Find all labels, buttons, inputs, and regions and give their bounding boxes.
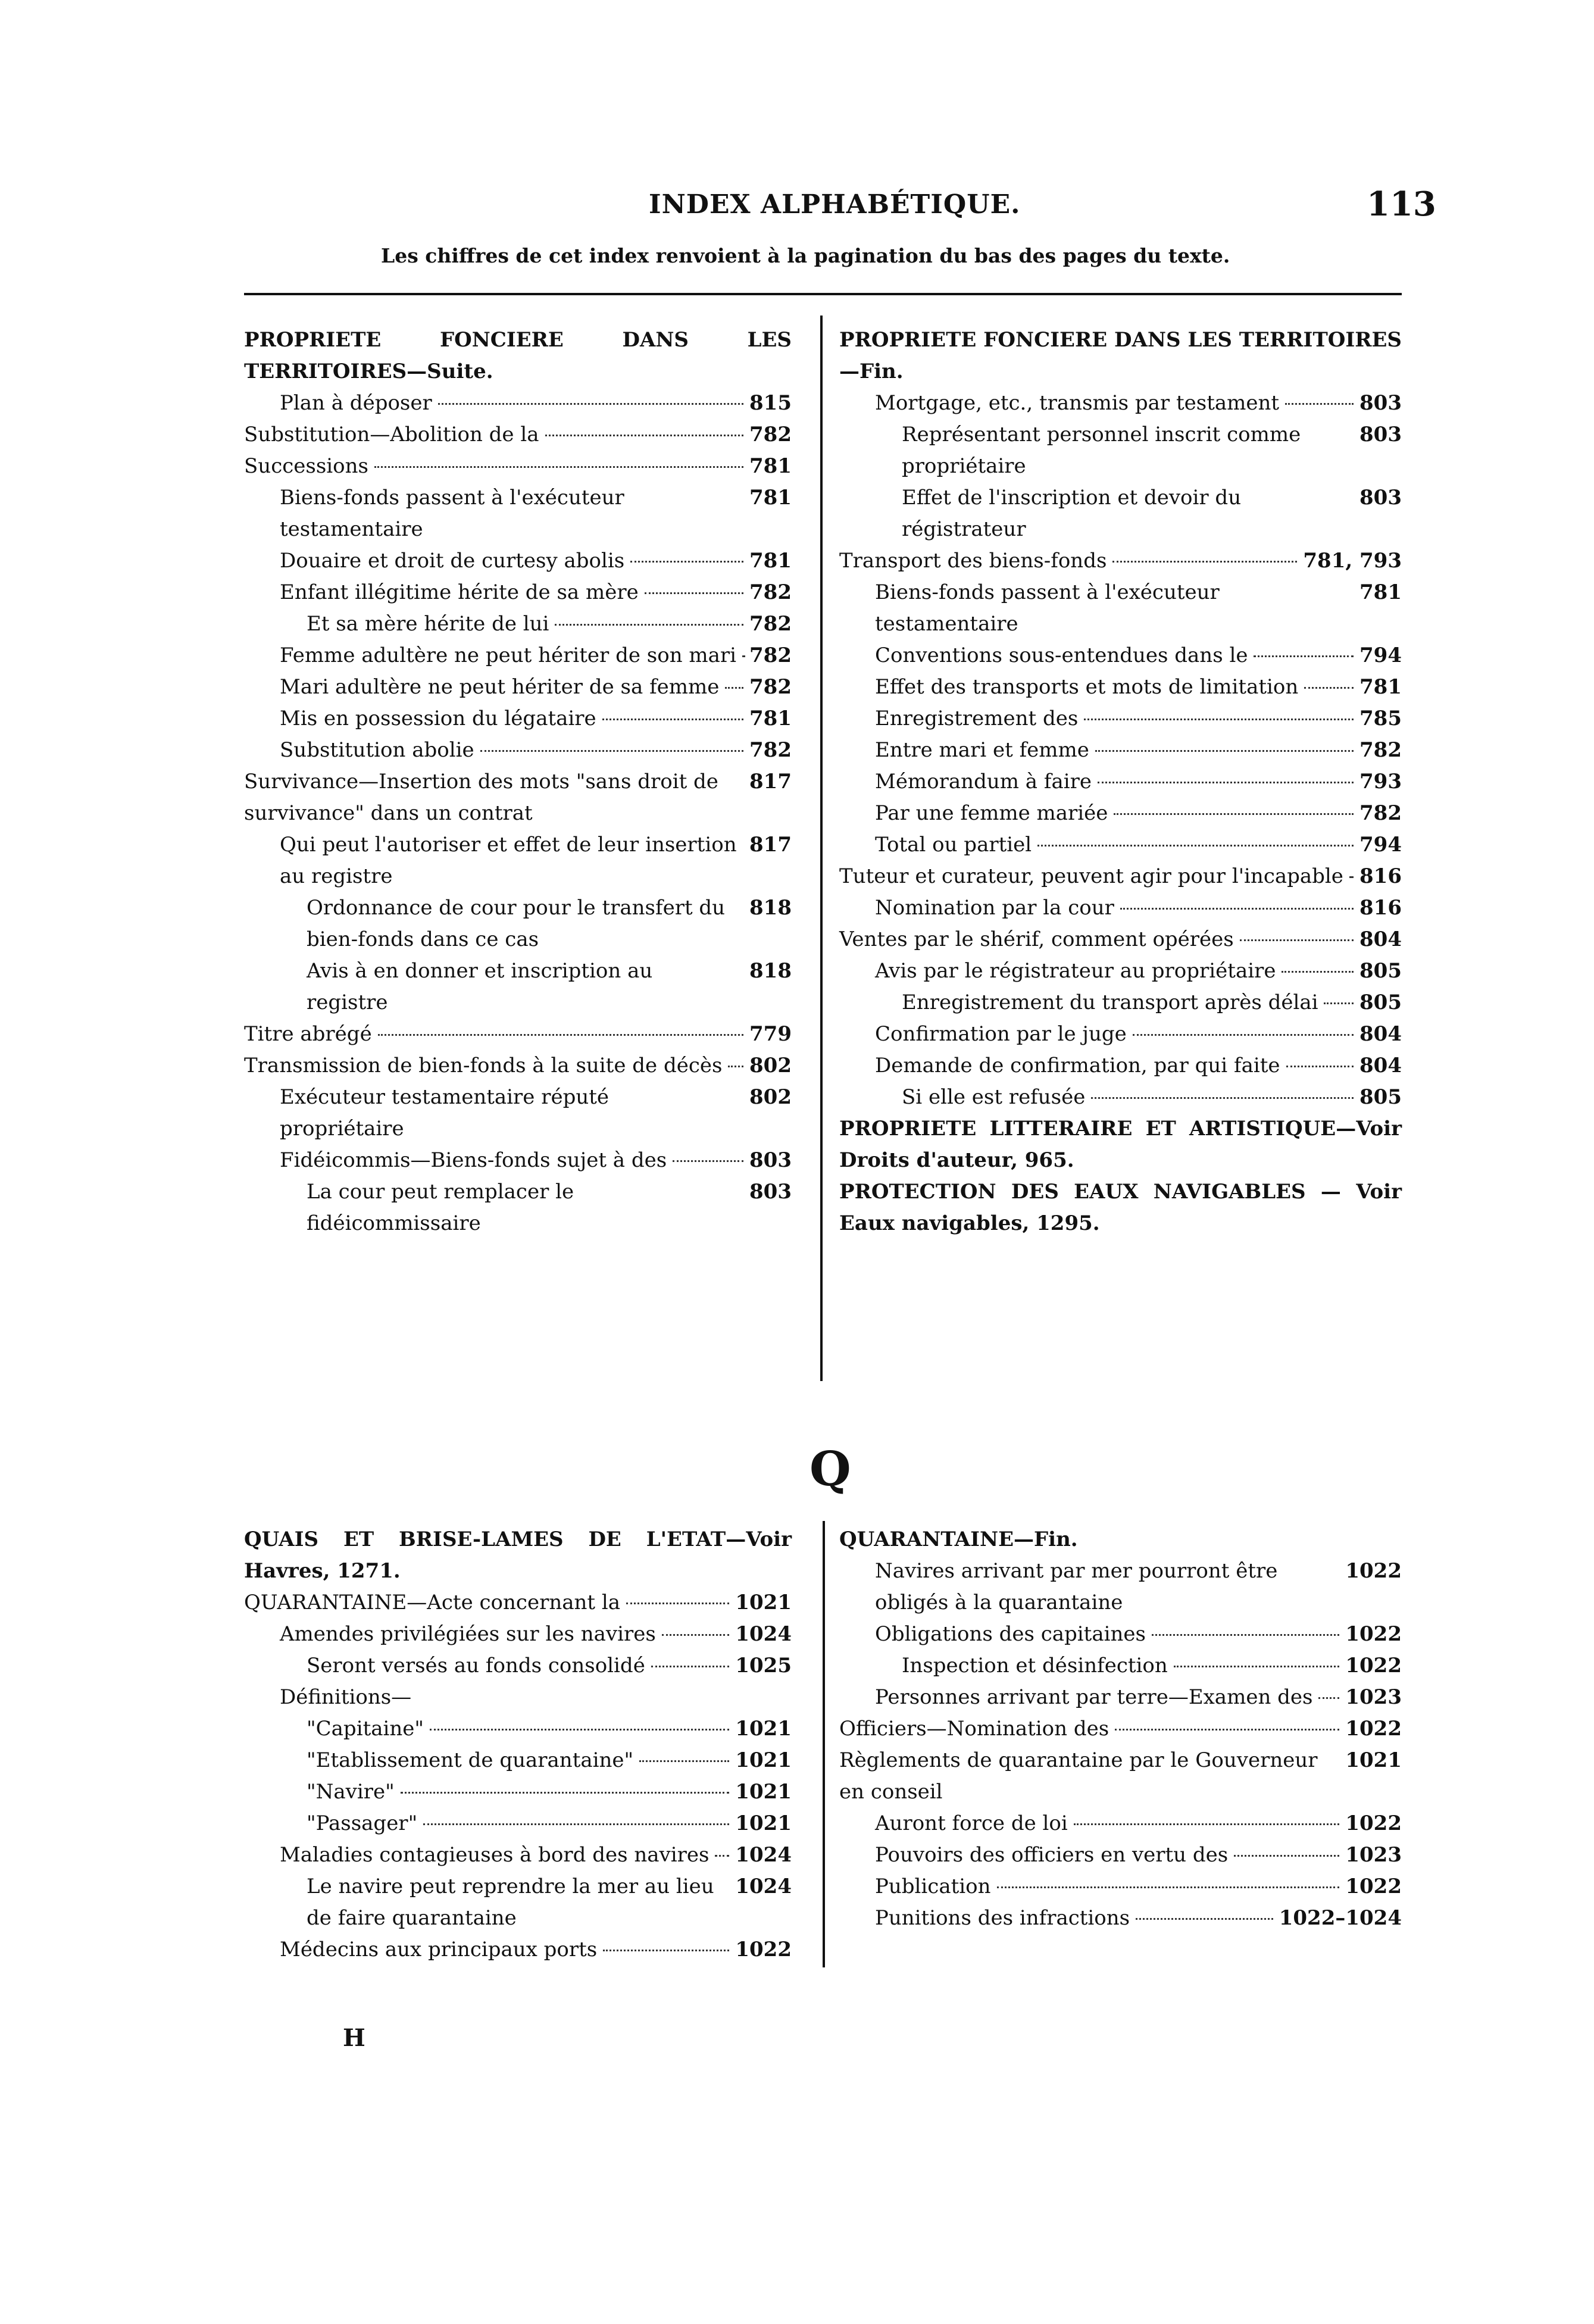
entry-page: 1024 bbox=[735, 1843, 792, 1867]
index-entry bbox=[839, 1745, 1402, 1808]
entry-text: Si elle est refusée bbox=[902, 1085, 1086, 1109]
entry-page: 1024 bbox=[735, 1875, 792, 1898]
index-entry bbox=[244, 640, 792, 671]
entry-page: 782 bbox=[1359, 738, 1402, 762]
entry-text: Qui peut l'autoriser et effet de leur insertion au registre bbox=[280, 833, 737, 888]
entry-text: Définitions— bbox=[280, 1685, 412, 1709]
entry-page: 1022 bbox=[1345, 1717, 1402, 1741]
entry-page: 1021 bbox=[735, 1780, 792, 1804]
index-entry bbox=[244, 1019, 792, 1050]
leader-dots bbox=[742, 655, 743, 657]
leader-dots bbox=[662, 1634, 730, 1636]
entry-page: 782 bbox=[749, 738, 792, 762]
index-entry bbox=[839, 766, 1402, 798]
index-entry bbox=[839, 1871, 1402, 1903]
index-entry bbox=[244, 545, 792, 577]
left-column-section-2 bbox=[244, 1524, 792, 1966]
index-entry bbox=[244, 1587, 792, 1619]
entry-page: 1022 bbox=[1345, 1875, 1402, 1898]
entry-page: 794 bbox=[1359, 644, 1402, 667]
leader-dots bbox=[1112, 561, 1297, 563]
entry-text: Exécuteur testamentaire réputé propriétaire bbox=[280, 1085, 610, 1141]
leader-dots bbox=[1091, 1097, 1354, 1099]
entry-text: Substitution abolie bbox=[280, 738, 474, 762]
index-entry bbox=[839, 577, 1402, 640]
entry-page: 782 bbox=[749, 580, 792, 604]
leader-dots bbox=[378, 1034, 743, 1036]
entry-text: Et sa mère hérite de lui bbox=[307, 612, 549, 636]
entry-text: Biens-fonds passent à l'exécuteur testamentaire bbox=[875, 580, 1220, 636]
leader-dots bbox=[715, 1855, 729, 1857]
entry-text: Tuteur et curateur, peuvent agir pour l'incapable bbox=[839, 864, 1343, 888]
left-column-section-1 bbox=[244, 324, 792, 1239]
index-entry bbox=[839, 829, 1402, 861]
entry-page: 804 bbox=[1359, 927, 1402, 951]
index-entry bbox=[244, 324, 792, 388]
entry-text: Mari adultère ne peut hériter de sa femme bbox=[280, 675, 720, 699]
index-entry bbox=[244, 671, 792, 703]
entry-text: Ventes par le shérif, comment opérées bbox=[839, 927, 1234, 951]
entry-page: 805 bbox=[1359, 1085, 1402, 1109]
entry-page: 805 bbox=[1359, 959, 1402, 983]
entry-page: 781 bbox=[1359, 580, 1402, 604]
entry-text: Titre abrégé bbox=[244, 1022, 372, 1046]
entry-page: 1021 bbox=[735, 1748, 792, 1772]
index-entry bbox=[839, 703, 1402, 735]
entry-text: "Navire" bbox=[307, 1780, 395, 1804]
index-entry bbox=[244, 1619, 792, 1650]
entry-text: Ordonnance de cour pour le transfert du bien-fonds dans ce cas bbox=[307, 896, 726, 951]
leader-dots bbox=[1152, 1634, 1339, 1636]
entry-page: 793 bbox=[1359, 770, 1402, 794]
entry-page: 782 bbox=[749, 612, 792, 636]
leader-dots bbox=[645, 592, 743, 594]
entry-text: Enregistrement des bbox=[875, 707, 1079, 730]
entry-page: 816 bbox=[1359, 896, 1402, 920]
entry-text: Demande de confirmation, par qui faite bbox=[875, 1054, 1280, 1077]
index-entry bbox=[244, 766, 792, 829]
index-entry bbox=[839, 419, 1402, 482]
index-entry bbox=[839, 1839, 1402, 1871]
index-entry bbox=[839, 1808, 1402, 1839]
leader-dots bbox=[603, 1950, 729, 1951]
index-entry bbox=[839, 924, 1402, 955]
entry-text: Successions bbox=[244, 454, 368, 478]
index-entry bbox=[839, 671, 1402, 703]
entry-page: 1022 bbox=[735, 1938, 792, 1961]
entry-text: Seront versés au fonds consolidé bbox=[307, 1654, 645, 1678]
signature-mark: H bbox=[343, 2024, 365, 2052]
index-entry bbox=[839, 1050, 1402, 1082]
leader-dots bbox=[401, 1792, 730, 1794]
index-entry bbox=[244, 735, 792, 766]
index-entry bbox=[244, 1145, 792, 1176]
entry-text: Enfant illégitime hérite de sa mère bbox=[280, 580, 639, 604]
entry-page: 794 bbox=[1359, 833, 1402, 857]
entry-text: Fidéicommis—Biens-fonds sujet à des bbox=[280, 1148, 667, 1172]
leader-dots bbox=[1174, 1666, 1340, 1667]
index-entry bbox=[839, 1082, 1402, 1113]
index-entry bbox=[839, 955, 1402, 987]
entry-page: 1022 bbox=[1345, 1559, 1402, 1583]
column-divider bbox=[823, 1521, 825, 1967]
leader-dots bbox=[1037, 845, 1354, 846]
entry-text: Inspection et désinfection bbox=[902, 1654, 1168, 1678]
index-entry bbox=[839, 1019, 1402, 1050]
entry-page: 782 bbox=[749, 423, 792, 446]
index-entry bbox=[839, 1682, 1402, 1713]
leader-dots bbox=[1098, 782, 1354, 783]
entry-page: 781 bbox=[749, 486, 792, 510]
leader-dots bbox=[1133, 1034, 1354, 1036]
entry-page: 1023 bbox=[1345, 1843, 1402, 1867]
index-entry bbox=[839, 1176, 1402, 1239]
index-note: Les chiffres de cet index renvoient à la pagination du bas des pages du texte. bbox=[381, 244, 1230, 267]
entry-page: 1025 bbox=[735, 1654, 792, 1678]
header-rule bbox=[244, 293, 1402, 295]
index-entry bbox=[839, 798, 1402, 829]
entry-text: Plan à déposer bbox=[280, 391, 432, 415]
leader-dots bbox=[1074, 1823, 1340, 1825]
index-entry bbox=[839, 545, 1402, 577]
index-entry bbox=[244, 388, 792, 419]
entry-page: 818 bbox=[749, 959, 792, 983]
leader-dots bbox=[1254, 655, 1354, 657]
entry-text: Effet de l'inscription et devoir du régistrateur bbox=[902, 486, 1242, 541]
leader-dots bbox=[1136, 1918, 1273, 1920]
leader-dots bbox=[1304, 687, 1354, 689]
entry-page: 805 bbox=[1359, 991, 1402, 1014]
entry-page: 802 bbox=[749, 1085, 792, 1109]
index-entry bbox=[839, 987, 1402, 1019]
entry-page: 804 bbox=[1359, 1054, 1402, 1077]
entry-page: 803 bbox=[749, 1180, 792, 1204]
entry-text: Mortgage, etc., transmis par testament bbox=[875, 391, 1280, 415]
leader-dots bbox=[1115, 1729, 1339, 1730]
leader-dots bbox=[1324, 1002, 1354, 1004]
index-entry bbox=[244, 703, 792, 735]
page-number: 113 bbox=[1367, 185, 1436, 224]
entry-text: PROPRIETE FONCIERE DANS LES TERRITOIRES—Suite. bbox=[244, 328, 792, 383]
entry-page: 817 bbox=[749, 770, 792, 794]
right-column-section-2 bbox=[839, 1524, 1402, 1934]
index-entry bbox=[244, 577, 792, 608]
entry-text: Entre mari et femme bbox=[875, 738, 1089, 762]
index-entry bbox=[839, 735, 1402, 766]
entry-page: 817 bbox=[749, 833, 792, 857]
index-entry bbox=[244, 1650, 792, 1682]
leader-dots bbox=[728, 1066, 743, 1067]
index-entry bbox=[244, 1808, 792, 1839]
leader-dots bbox=[1286, 1066, 1354, 1067]
entry-text: Amendes privilégiées sur les navires bbox=[280, 1622, 656, 1646]
entry-text: Conventions sous-entendues dans le bbox=[875, 644, 1248, 667]
entry-text: Biens-fonds passent à l'exécuteur testamentaire bbox=[280, 486, 624, 541]
entry-text: Avis par le régistrateur au propriétaire bbox=[875, 959, 1276, 983]
entry-text: Personnes arrivant par terre—Examen des bbox=[875, 1685, 1313, 1709]
entry-page: 802 bbox=[749, 1054, 792, 1077]
entry-text: Mis en possession du légataire bbox=[280, 707, 596, 730]
entry-text: Survivance—Insertion des mots "sans droit de survivance" dans un contrat bbox=[244, 770, 718, 825]
entry-page: 1023 bbox=[1345, 1685, 1402, 1709]
entry-page: 803 bbox=[1359, 391, 1402, 415]
entry-page: 781 bbox=[749, 707, 792, 730]
leader-dots bbox=[639, 1760, 729, 1762]
entry-page: 1022 bbox=[1345, 1622, 1402, 1646]
entry-text: PROPRIETE LITTERAIRE ET ARTISTIQUE—Voir Droits d'auteur, 965. bbox=[839, 1117, 1402, 1172]
entry-page: 1022–1024 bbox=[1279, 1906, 1402, 1930]
entry-text: La cour peut remplacer le fidéicommissaire bbox=[307, 1180, 574, 1235]
entry-page: 785 bbox=[1359, 707, 1402, 730]
entry-text: "Capitaine" bbox=[307, 1717, 424, 1741]
entry-text: "Passager" bbox=[307, 1811, 418, 1835]
entry-text: Par une femme mariée bbox=[875, 801, 1108, 825]
entry-page: 782 bbox=[749, 675, 792, 699]
entry-text: Transmission de bien-fonds à la suite de décès bbox=[244, 1054, 723, 1077]
entry-page: 781 bbox=[749, 454, 792, 478]
entry-text: Enregistrement du transport après délai bbox=[902, 991, 1318, 1014]
leader-dots bbox=[1240, 939, 1354, 941]
entry-text: Maladies contagieuses à bord des navires bbox=[280, 1843, 710, 1867]
entry-text: Le navire peut reprendre la mer au lieu de faire quarantaine bbox=[307, 1875, 714, 1930]
entry-text: Effet des transports et mots de limitation bbox=[875, 675, 1299, 699]
entry-text: Pouvoirs des officiers en vertu des bbox=[875, 1843, 1229, 1867]
index-entry bbox=[244, 1682, 792, 1713]
index-entry bbox=[839, 861, 1402, 892]
index-entry bbox=[839, 1113, 1402, 1176]
entry-text: Auront force de loi bbox=[875, 1811, 1068, 1835]
leader-dots bbox=[555, 624, 743, 626]
index-entry bbox=[839, 640, 1402, 671]
entry-text: Publication bbox=[875, 1875, 991, 1898]
index-entry bbox=[244, 1776, 792, 1808]
leader-dots bbox=[374, 466, 743, 468]
entry-text: Punitions des infractions bbox=[875, 1906, 1130, 1930]
entry-text: Confirmation par le juge bbox=[875, 1022, 1127, 1046]
entry-page: 1021 bbox=[735, 1811, 792, 1835]
index-entry bbox=[244, 1050, 792, 1082]
leader-dots bbox=[480, 750, 743, 752]
index-entry bbox=[839, 482, 1402, 545]
entry-text: Médecins aux principaux ports bbox=[280, 1938, 598, 1961]
leader-dots bbox=[1285, 403, 1354, 405]
entry-page: 779 bbox=[749, 1022, 792, 1046]
index-entry bbox=[839, 1650, 1402, 1682]
leader-dots bbox=[651, 1666, 730, 1667]
index-entry bbox=[244, 955, 792, 1019]
entry-page: 815 bbox=[749, 391, 792, 415]
index-entry bbox=[839, 1555, 1402, 1619]
entry-page: 1021 bbox=[735, 1591, 792, 1614]
leader-dots bbox=[430, 1729, 729, 1730]
entry-page: 1022 bbox=[1345, 1654, 1402, 1678]
leader-dots bbox=[626, 1603, 729, 1604]
leader-dots bbox=[545, 435, 744, 436]
leader-dots bbox=[1282, 971, 1354, 973]
entry-text: Femme adultère ne peut hériter de son mari bbox=[280, 644, 737, 667]
entry-page: 781 bbox=[749, 549, 792, 573]
entry-page: 803 bbox=[749, 1148, 792, 1172]
entry-text: QUARANTAINE—Acte concernant la bbox=[244, 1591, 621, 1614]
entry-text: Nomination par la cour bbox=[875, 896, 1114, 920]
right-column-section-1 bbox=[839, 324, 1402, 1239]
column-divider bbox=[820, 316, 823, 1381]
index-entry bbox=[839, 1524, 1402, 1555]
section-letter: Q bbox=[809, 1441, 851, 1497]
entry-text: Règlements de quarantaine par le Gouverneur en conseil bbox=[839, 1748, 1318, 1804]
entry-text: Transport des biens-fonds bbox=[839, 549, 1107, 573]
entry-page: 782 bbox=[1359, 801, 1402, 825]
entry-text: Obligations des capitaines bbox=[875, 1622, 1146, 1646]
entry-page: 803 bbox=[1359, 423, 1402, 446]
index-entry bbox=[244, 1839, 792, 1871]
entry-text: QUARANTAINE—Fin. bbox=[839, 1528, 1078, 1551]
leader-dots bbox=[997, 1886, 1340, 1888]
index-entry bbox=[244, 1176, 792, 1239]
leader-dots bbox=[438, 403, 743, 405]
entry-text: Navires arrivant par mer pourront être obligés à la quarantaine bbox=[875, 1559, 1278, 1614]
entry-text: Mémorandum à faire bbox=[875, 770, 1092, 794]
leader-dots bbox=[602, 719, 743, 720]
index-entry bbox=[839, 324, 1402, 388]
index-entry bbox=[839, 1619, 1402, 1650]
leader-dots bbox=[630, 561, 743, 563]
leader-dots bbox=[1084, 719, 1354, 720]
leader-dots bbox=[725, 687, 743, 689]
entry-page: 1022 bbox=[1345, 1811, 1402, 1835]
index-entry bbox=[244, 1082, 792, 1145]
index-entry bbox=[839, 1713, 1402, 1745]
entry-page: 803 bbox=[1359, 486, 1402, 510]
index-entry bbox=[244, 1524, 792, 1587]
entry-page: 781 bbox=[1359, 675, 1402, 699]
entry-page: 1021 bbox=[1345, 1748, 1402, 1772]
leader-dots bbox=[1114, 813, 1354, 815]
entry-page: 818 bbox=[749, 896, 792, 920]
leader-dots bbox=[1095, 750, 1354, 752]
entry-text: Avis à en donner et inscription au registre bbox=[307, 959, 653, 1014]
entry-text: Représentant personnel inscrit comme propriétaire bbox=[902, 423, 1301, 478]
leader-dots bbox=[1234, 1855, 1339, 1857]
index-entry bbox=[244, 1871, 792, 1934]
entry-page: 1021 bbox=[735, 1717, 792, 1741]
leader-dots bbox=[1120, 908, 1354, 910]
page-title: INDEX ALPHABÉTIQUE. bbox=[649, 189, 1021, 220]
index-entry bbox=[244, 608, 792, 640]
leader-dots bbox=[1349, 876, 1354, 878]
index-entry bbox=[839, 892, 1402, 924]
index-entry bbox=[244, 1745, 792, 1776]
running-head bbox=[0, 185, 1594, 231]
entry-text: Total ou partiel bbox=[875, 833, 1032, 857]
entry-text: Officiers—Nomination des bbox=[839, 1717, 1109, 1741]
index-entry bbox=[244, 892, 792, 955]
leader-dots bbox=[673, 1160, 743, 1162]
leader-dots bbox=[1318, 1697, 1339, 1699]
entry-text: PROPRIETE FONCIERE DANS LES TERRITOIRES—Fin. bbox=[839, 328, 1402, 383]
index-entry bbox=[244, 419, 792, 451]
index-entry bbox=[244, 829, 792, 892]
index-entry bbox=[244, 1934, 792, 1966]
entry-text: PROTECTION DES EAUX NAVIGABLES — Voir Eaux navigables, 1295. bbox=[839, 1180, 1402, 1235]
entry-page: 1024 bbox=[735, 1622, 792, 1646]
index-entry bbox=[244, 451, 792, 482]
index-entry bbox=[244, 1713, 792, 1745]
entry-text: Douaire et droit de curtesy abolis bbox=[280, 549, 625, 573]
entry-text: "Etablissement de quarantaine" bbox=[307, 1748, 634, 1772]
entry-page: 782 bbox=[749, 644, 792, 667]
entry-text: Substitution—Abolition de la bbox=[244, 423, 539, 446]
index-entry bbox=[839, 1903, 1402, 1934]
leader-dots bbox=[423, 1823, 729, 1825]
index-entry bbox=[839, 388, 1402, 419]
entry-text: QUAIS ET BRISE-LAMES DE L'ETAT—Voir Havres, 1271. bbox=[244, 1528, 792, 1583]
entry-page: 781, 793 bbox=[1303, 549, 1402, 573]
index-entry bbox=[244, 482, 792, 545]
entry-page: 816 bbox=[1359, 864, 1402, 888]
entry-page: 804 bbox=[1359, 1022, 1402, 1046]
